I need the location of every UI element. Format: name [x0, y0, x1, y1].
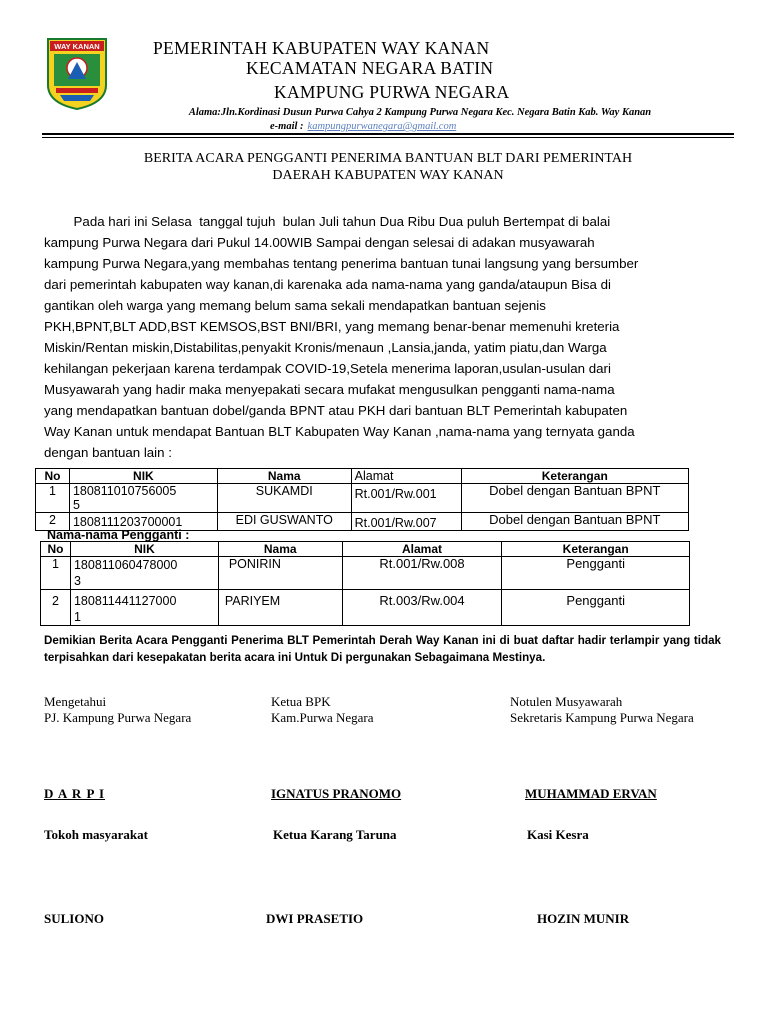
- cell-nama: SUKAMDI: [217, 484, 351, 513]
- sig-row2-role1: Tokoh masyarakat: [44, 827, 148, 842]
- cell-no: 2: [36, 513, 70, 531]
- body-line: kampung Purwa Negara,yang membahas tentang penerima bantuan tunai langsung yang bersumber: [44, 256, 639, 271]
- table-row: [41, 590, 690, 626]
- body-line: yang mendapatkan bantuan dobel/ganda BPNT atau PKH dari bantuan BLT Pemerintah kabupaten: [44, 403, 628, 418]
- table-row: [41, 557, 690, 590]
- nik-line: 180811010756005: [72, 484, 177, 498]
- cell-nama: PARIYEM: [218, 590, 342, 626]
- cell-nik: [69, 484, 217, 513]
- cell-alamat: Rt.001/Rw.008: [342, 557, 502, 590]
- header-line-3: KAMPUNG PURWA NEGARA: [274, 82, 510, 102]
- body-line: dari pemerintah kabupaten way kanan,di karenaka ada nama-nama yang ganda/ataupun Bisa di: [44, 277, 611, 292]
- title-line-2: DAERAH KABUPATEN WAY KANAN: [272, 168, 504, 183]
- signatory-name-4: SULIONO: [44, 911, 104, 926]
- replacement-list-title: Nama-nama Pengganti :: [47, 528, 190, 542]
- cell-alamat: Rt.001/Rw.007: [351, 513, 461, 531]
- sig-col1-role1: Mengetahui: [44, 694, 107, 709]
- email-link[interactable]: kampungpurwanegara@gmail.com: [307, 121, 457, 132]
- header-divider-thin: [42, 137, 734, 138]
- signatory-name-5: DWI PRASETIO: [266, 911, 364, 926]
- cell-keterangan: Pengganti: [502, 590, 690, 626]
- cell-no: 1: [36, 484, 70, 513]
- cell-keterangan: Dobel dengan Bantuan BPNT: [461, 513, 688, 531]
- replacement-recipients-table: [40, 541, 690, 626]
- cell-nik: 1808111203700001: [69, 513, 217, 531]
- sig-col3-role1: Notulen Musyawarah: [510, 694, 623, 709]
- title-line-1: BERITA ACARA PENGGANTI PENERIMA BANTUAN BLT DARI PEMERINTAH: [143, 151, 633, 166]
- cell-nik: [70, 590, 218, 626]
- body-line: Pada hari ini Selasa tanggal tujuh bulan Juli tahun Dua Ribu Dua puluh Bertempat di balai: [44, 214, 611, 229]
- sig-col1-role2: PJ. Kampung Purwa Negara: [44, 710, 192, 725]
- header-nama: Nama: [217, 469, 351, 484]
- double-recipients-table: [35, 468, 689, 531]
- nik-line: 180811060478000: [73, 558, 178, 572]
- sig-row2-role2: Ketua Karang Taruna: [273, 827, 397, 842]
- signatory-name-6: HOZIN MUNIR: [537, 911, 630, 926]
- nik-line-wrap: 5: [72, 498, 80, 512]
- header-no: No: [36, 469, 70, 484]
- logo-text: WAY KANAN: [54, 42, 100, 51]
- cell-keterangan: Dobel dengan Bantuan BPNT: [461, 484, 688, 513]
- signatory-name-3: MUHAMMAD ERVAN: [525, 786, 657, 801]
- body-line: kehilangan pekerjaan karena terdampak COVID-19,Setela menerima laporan,usulan-usulan dari: [44, 361, 611, 376]
- cell-keterangan: Pengganti: [502, 557, 690, 590]
- nik-line-wrap: 3: [73, 574, 81, 588]
- cell-alamat: Rt.003/Rw.004: [342, 590, 502, 626]
- sig-row2-role3: Kasi Kesra: [527, 827, 589, 842]
- cell-nik: [70, 557, 218, 590]
- body-paragraph: [44, 211, 704, 463]
- cell-no: 1: [41, 557, 71, 590]
- header-line-2: KECAMATAN NEGARA BATIN: [246, 58, 494, 78]
- header-nik: NIK: [69, 469, 217, 484]
- closing-paragraph: Demikian Berita Acara Pengganti Penerima BLT Pemerintah Derah Way Kanan ini di buat daftar hadir terlampir yang tidak terpisahkan dari kesepakatan berita acara ini Untuk Di pergunakan Sebagaimana Mestinya.: [44, 634, 721, 664]
- header-keterangan: Keterangan: [502, 542, 690, 557]
- header-line-1: PEMERINTAH KABUPATEN WAY KANAN: [153, 38, 490, 58]
- cell-nama: PONIRIN: [218, 557, 342, 590]
- sig-col3-role2: Sekretaris Kampung Purwa Negara: [510, 710, 694, 725]
- sig-col2-role1: Ketua BPK: [271, 694, 331, 709]
- body-line: dengan bantuan lain :: [44, 445, 172, 460]
- way-kanan-emblem-icon: [46, 37, 108, 111]
- body-line: kampung Purwa Negara dari Pukul 14.00WIB Sampai dengan selesai di adakan musyawarah: [44, 235, 595, 250]
- nik-line: 180811441127000: [73, 594, 177, 608]
- header-nama: Nama: [218, 542, 342, 557]
- header-address: Alama:Jln.Kordinasi Dusun Purwa Cahya 2 Kampung Purwa Negara Kec. Negara Batin Kab. Way Kanan: [188, 107, 652, 118]
- sig-col2-role2: Kam.Purwa Negara: [271, 710, 374, 725]
- body-line: gantikan oleh warga yang memang belum sama sekali mendapatkan bantuan sejenis: [44, 298, 546, 313]
- signatory-name-2: IGNATUS PRANOMO: [271, 786, 402, 801]
- table-header-row: [36, 469, 689, 484]
- cell-no: 2: [41, 590, 71, 626]
- regency-logo: [46, 37, 108, 111]
- header-divider-thick: [42, 133, 734, 135]
- header-alamat: Alamat: [351, 469, 461, 484]
- body-line: Musyawarah yang hadir maka menyepakati secara mufakat mengusulkan pengganti nama-nama: [44, 382, 615, 397]
- document-title: [42, 150, 734, 184]
- body-line: PKH,BPNT,BLT ADD,BST KEMSOS,BST BNI/BRI, yang memang benar-benar memenuhi kreteria: [44, 319, 620, 334]
- table-header-row: [41, 542, 690, 557]
- header-email-row: [270, 121, 456, 132]
- header-alamat: Alamat: [342, 542, 502, 557]
- signatory-name-1: D A R P I: [44, 786, 106, 801]
- header-no: No: [41, 542, 71, 557]
- header-nik: NIK: [70, 542, 218, 557]
- body-line: Miskin/Rentan miskin,Distabilitas,penyakit Kronis/menaun ,Lansia,janda, yatim piatu,dan Warga: [44, 340, 607, 355]
- body-line: Way Kanan untuk mendapat Bantuan BLT Kabupaten Way Kanan ,nama-nama yang ternyata ganda: [44, 424, 635, 439]
- table-row: [36, 484, 689, 513]
- cell-nama: EDI GUSWANTO: [217, 513, 351, 531]
- cell-alamat: Rt.001/Rw.001: [351, 484, 461, 513]
- header-keterangan: Keterangan: [461, 469, 688, 484]
- nik-line-wrap: 1: [73, 610, 81, 624]
- email-label: e-mail :: [270, 121, 304, 132]
